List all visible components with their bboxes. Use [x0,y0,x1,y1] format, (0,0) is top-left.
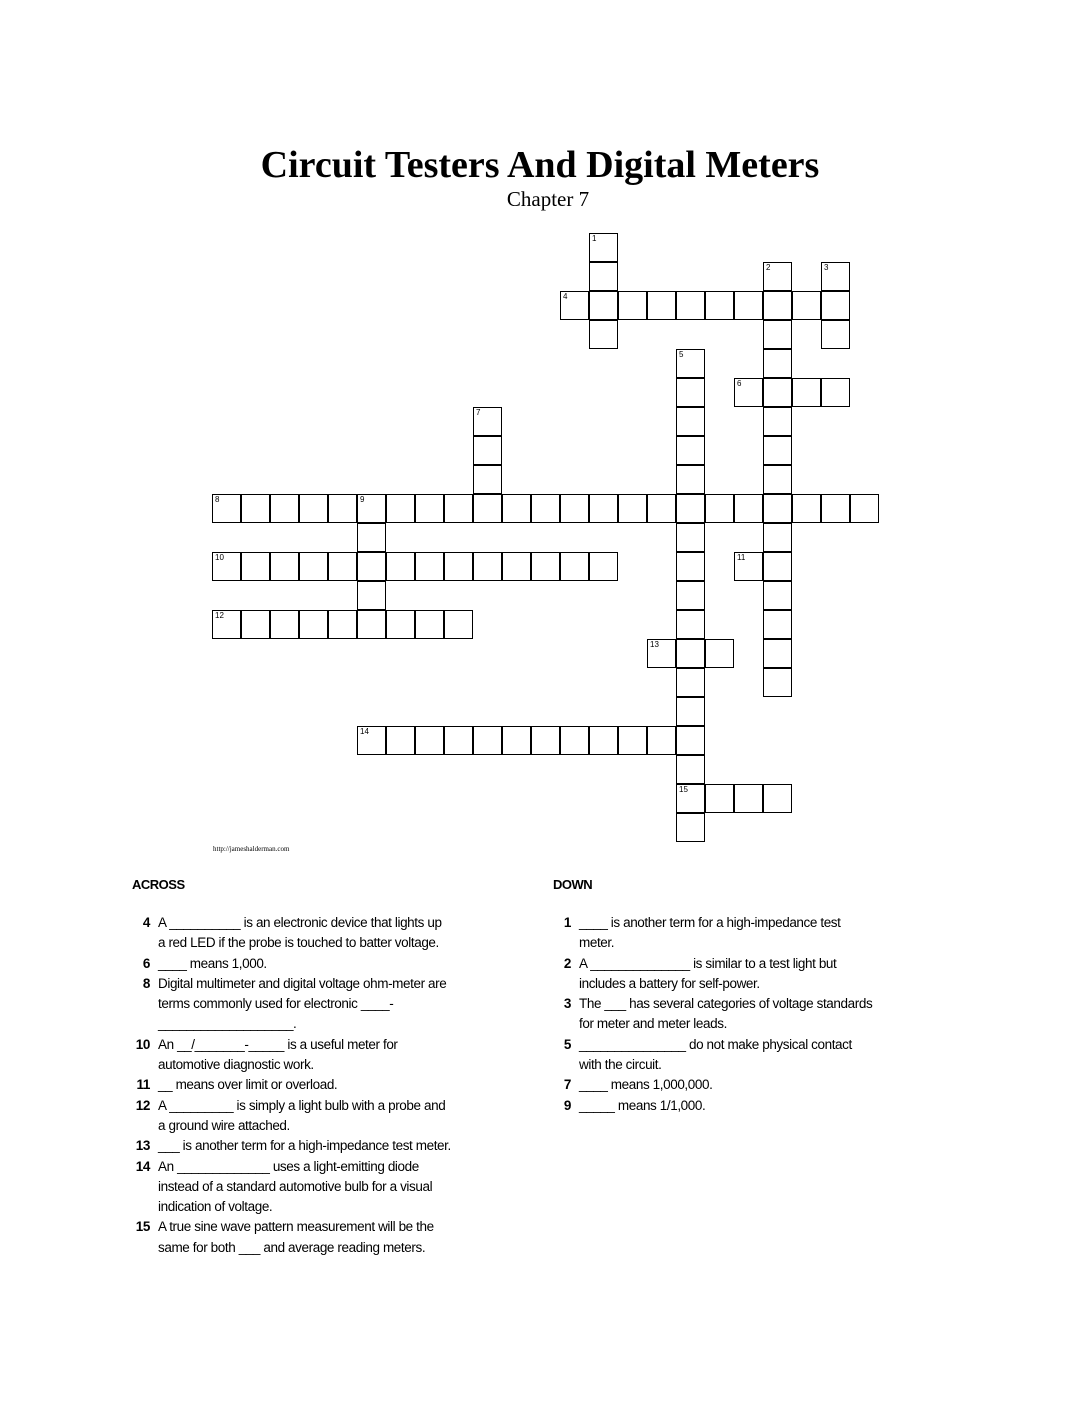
crossword-cell[interactable] [763,465,792,494]
crossword-cell[interactable] [444,726,473,755]
crossword-cell[interactable] [676,465,705,494]
cell-number: 10 [215,553,224,562]
cell-number: 1 [592,234,597,243]
crossword-cell[interactable] [763,407,792,436]
crossword-cell[interactable] [676,552,705,581]
crossword-cell[interactable] [763,349,792,378]
clue-number: 3 [563,996,571,1012]
crossword-cell[interactable] [357,581,386,610]
crossword-cell[interactable] [792,494,821,523]
crossword-cell[interactable] [357,552,386,581]
crossword-cell[interactable] [821,320,850,349]
crossword-cell[interactable] [357,726,386,755]
clue-text-line: ____ means 1,000. [158,955,267,971]
cell-number: 8 [215,495,220,504]
crossword-cell[interactable] [676,639,705,668]
crossword-cell[interactable] [676,813,705,842]
crossword-cell[interactable] [763,581,792,610]
clue-text-line: _____ means 1/1,000. [579,1097,706,1113]
clue-text-line: for meter and meter leads. [579,1016,727,1032]
crossword-cell[interactable] [328,610,357,639]
crossword-cell[interactable] [676,697,705,726]
crossword-cell[interactable] [763,320,792,349]
crossword-cell[interactable] [473,552,502,581]
crossword-cell[interactable] [676,291,705,320]
crossword-cell[interactable] [647,726,676,755]
across-clue-4 [132,913,502,954]
clue-text-line: __ means over limit or overload. [158,1077,338,1093]
clue-number: 14 [135,1158,150,1174]
crossword-cell[interactable] [415,610,444,639]
across-clue-13 [132,1136,502,1156]
clue-text-line: Digital multimeter and digital voltage ohm-meter are [158,975,447,991]
crossword-cell[interactable] [763,291,792,320]
down-clue-7 [553,1075,933,1095]
crossword-cell[interactable] [676,755,705,784]
cell-number: 12 [215,611,224,620]
crossword-cell[interactable] [299,552,328,581]
clue-number: 10 [135,1036,150,1052]
crossword-cell[interactable] [676,610,705,639]
clue-text-line: A true sine wave pattern measurement will be the [158,1219,434,1235]
crossword-cell[interactable] [763,552,792,581]
cell-number: 7 [476,408,481,417]
clue-text-line: A ______________ is similar to a test light but [579,955,837,971]
crossword-cell[interactable] [444,494,473,523]
clue-number: 11 [136,1077,150,1093]
crossword-cell[interactable] [705,494,734,523]
crossword-cell[interactable] [502,494,531,523]
clue-number: 9 [563,1097,571,1113]
clue-number: 12 [135,1097,150,1113]
crossword-cell[interactable] [212,552,241,581]
clue-text-line: The ___ has several categories of voltage standards [579,996,873,1012]
page-subtitle: Chapter 7 [506,187,590,211]
crossword-cell[interactable] [792,291,821,320]
across-clue-12 [132,1096,502,1137]
crossword-cell[interactable] [589,552,618,581]
crossword-cell[interactable] [589,233,618,262]
crossword-cell[interactable] [821,262,850,291]
across-clue-15 [132,1217,502,1258]
clue-text-line: automotive diagnostic work. [158,1057,314,1073]
crossword-cell[interactable] [676,784,705,813]
clue-number: 1 [563,915,571,930]
crossword-cell[interactable] [676,349,705,378]
cell-number: 6 [737,379,742,388]
crossword-cell[interactable] [386,726,415,755]
crossword-cell[interactable] [850,494,879,523]
crossword-cell[interactable] [415,726,444,755]
crossword-cell[interactable] [763,668,792,697]
down-heading: DOWN [553,877,593,892]
clue-number: 5 [563,1036,571,1052]
clue-text-line: _______________ do not make physical contact [579,1036,852,1052]
crossword-cell[interactable] [560,552,589,581]
clue-text-line: a red LED if the probe is touched to batter voltage. [158,935,439,951]
crossword-cell[interactable] [241,494,270,523]
crossword-cell[interactable] [589,494,618,523]
crossword-cell[interactable] [241,552,270,581]
crossword-cell[interactable] [212,494,241,523]
crossword-cell[interactable] [705,784,734,813]
across-clue-11 [132,1075,502,1095]
crossword-cell[interactable] [734,784,763,813]
crossword-cell[interactable] [473,407,502,436]
clue-text-line: A _________ is simply a light bulb with a probe and [158,1097,446,1113]
crossword-cell[interactable] [589,726,618,755]
cell-number: 4 [563,292,568,301]
crossword-cell[interactable] [473,465,502,494]
crossword-cell[interactable] [589,291,618,320]
crossword-cell[interactable] [386,610,415,639]
crossword-cell[interactable] [618,726,647,755]
crossword-cell[interactable] [763,262,792,291]
crossword-cell[interactable] [357,610,386,639]
across-clue-6 [132,954,502,974]
crossword-cell[interactable] [473,494,502,523]
crossword-cell[interactable] [473,726,502,755]
crossword-cell[interactable] [560,494,589,523]
crossword-cell[interactable] [531,494,560,523]
clue-text-line: ___ is another term for a high-impedance test meter. [158,1138,451,1154]
crossword-cell[interactable] [560,726,589,755]
crossword-cell[interactable] [357,494,386,523]
clue-text-line: with the circuit. [579,1057,662,1073]
crossword-cell[interactable] [705,291,734,320]
crossword-cell[interactable] [502,726,531,755]
clue-number: 7 [563,1077,571,1093]
clue-text-line: An __/_______-_____ is a useful meter for [158,1036,398,1052]
crossword-cell[interactable] [502,552,531,581]
crossword-cell[interactable] [792,378,821,407]
clue-number: 13 [135,1138,150,1154]
crossword-cell[interactable] [647,291,676,320]
clue-text-line: ____ is another term for a high-impedance test [579,915,841,930]
crossword-cell[interactable] [299,610,328,639]
crossword-cell[interactable] [589,320,618,349]
crossword-cell[interactable] [676,581,705,610]
down-clue-2 [553,954,933,995]
clue-number: 4 [142,915,150,930]
clue-number: 8 [142,975,150,991]
clue-text-line: instead of a standard automotive bulb for a visual [158,1178,433,1194]
crossword-cell[interactable] [415,494,444,523]
down-clue-9 [553,1096,933,1116]
crossword-cell[interactable] [589,262,618,291]
crossword-cell[interactable] [734,494,763,523]
crossword-cell[interactable] [386,494,415,523]
down-clue-3 [553,994,933,1035]
crossword-cell[interactable] [821,494,850,523]
clue-text-line: indication of voltage. [158,1199,273,1215]
crossword-cell[interactable] [763,784,792,813]
crossword-cell[interactable] [676,726,705,755]
clue-number: 2 [563,955,571,971]
crossword-cell[interactable] [415,552,444,581]
crossword-cell[interactable] [241,610,270,639]
crossword-cell[interactable] [531,552,560,581]
cell-number: 13 [650,640,659,649]
clue-number: 6 [142,955,150,971]
clue-text-line: A __________ is an electronic device that lights up [158,915,442,930]
crossword-cell[interactable] [444,552,473,581]
crossword-cell[interactable] [734,378,763,407]
crossword-cell[interactable] [270,610,299,639]
crossword-cell[interactable] [763,610,792,639]
crossword-cell[interactable] [676,668,705,697]
crossword-cell[interactable] [821,291,850,320]
crossword-cell[interactable] [270,552,299,581]
cell-number: 11 [737,553,746,562]
crossword-cell[interactable] [763,378,792,407]
across-clue-14 [132,1157,502,1218]
crossword-cell[interactable] [444,610,473,639]
cell-number: 9 [360,495,365,504]
clue-text-line: ___________________. [158,1016,297,1032]
cell-number: 5 [679,350,684,359]
crossword-cell[interactable] [705,639,734,668]
clue-text-line: includes a battery for self-power. [579,975,760,991]
down-clue-5 [553,1035,933,1076]
crossword-cell[interactable] [821,378,850,407]
clue-text-line: meter. [579,935,615,951]
crossword-cell[interactable] [299,494,328,523]
crossword-cell[interactable] [328,552,357,581]
clue-number: 15 [135,1219,150,1235]
down-clue-list [553,913,933,1116]
across-heading: ACROSS [132,877,185,892]
crossword-cell[interactable] [676,407,705,436]
across-clue-list [132,913,502,1258]
across-clue-8 [132,974,502,1035]
crossword-cell[interactable] [531,726,560,755]
cell-number: 14 [360,727,369,736]
crossword-cell[interactable] [763,523,792,552]
source-url: http://jameshalderman.com [213,845,290,853]
crossword-cell[interactable] [734,552,763,581]
crossword-cell[interactable] [560,291,589,320]
crossword-cell[interactable] [618,291,647,320]
crossword-cell[interactable] [647,494,676,523]
crossword-cell[interactable] [647,639,676,668]
crossword-cell[interactable] [676,523,705,552]
crossword-cell[interactable] [676,436,705,465]
clue-text-line: ____ means 1,000,000. [579,1077,713,1093]
cell-number: 15 [679,785,688,794]
crossword-cell[interactable] [212,610,241,639]
clue-text-line: An _____________ uses a light-emitting diode [158,1158,419,1174]
crossword-cell[interactable] [763,639,792,668]
across-clue-10 [132,1035,502,1076]
cell-number: 3 [824,263,829,272]
down-clue-1 [553,913,933,954]
crossword-cell[interactable] [270,494,299,523]
crossword-cell[interactable] [763,436,792,465]
clue-text-line: terms commonly used for electronic ____- [158,996,394,1012]
crossword-cell[interactable] [328,494,357,523]
page-title: Circuit Testers And Digital Meters [260,144,820,186]
crossword-cell[interactable] [386,552,415,581]
crossword-cell[interactable] [734,291,763,320]
clue-text-line: same for both ___ and average reading meters. [158,1239,426,1255]
crossword-cell[interactable] [473,436,502,465]
crossword-cell[interactable] [357,523,386,552]
crossword-cell[interactable] [763,494,792,523]
clue-text-line: a ground wire attached. [158,1117,290,1133]
crossword-cell[interactable] [676,494,705,523]
crossword-cell[interactable] [676,378,705,407]
crossword-cell[interactable] [618,494,647,523]
cell-number: 2 [766,263,771,272]
